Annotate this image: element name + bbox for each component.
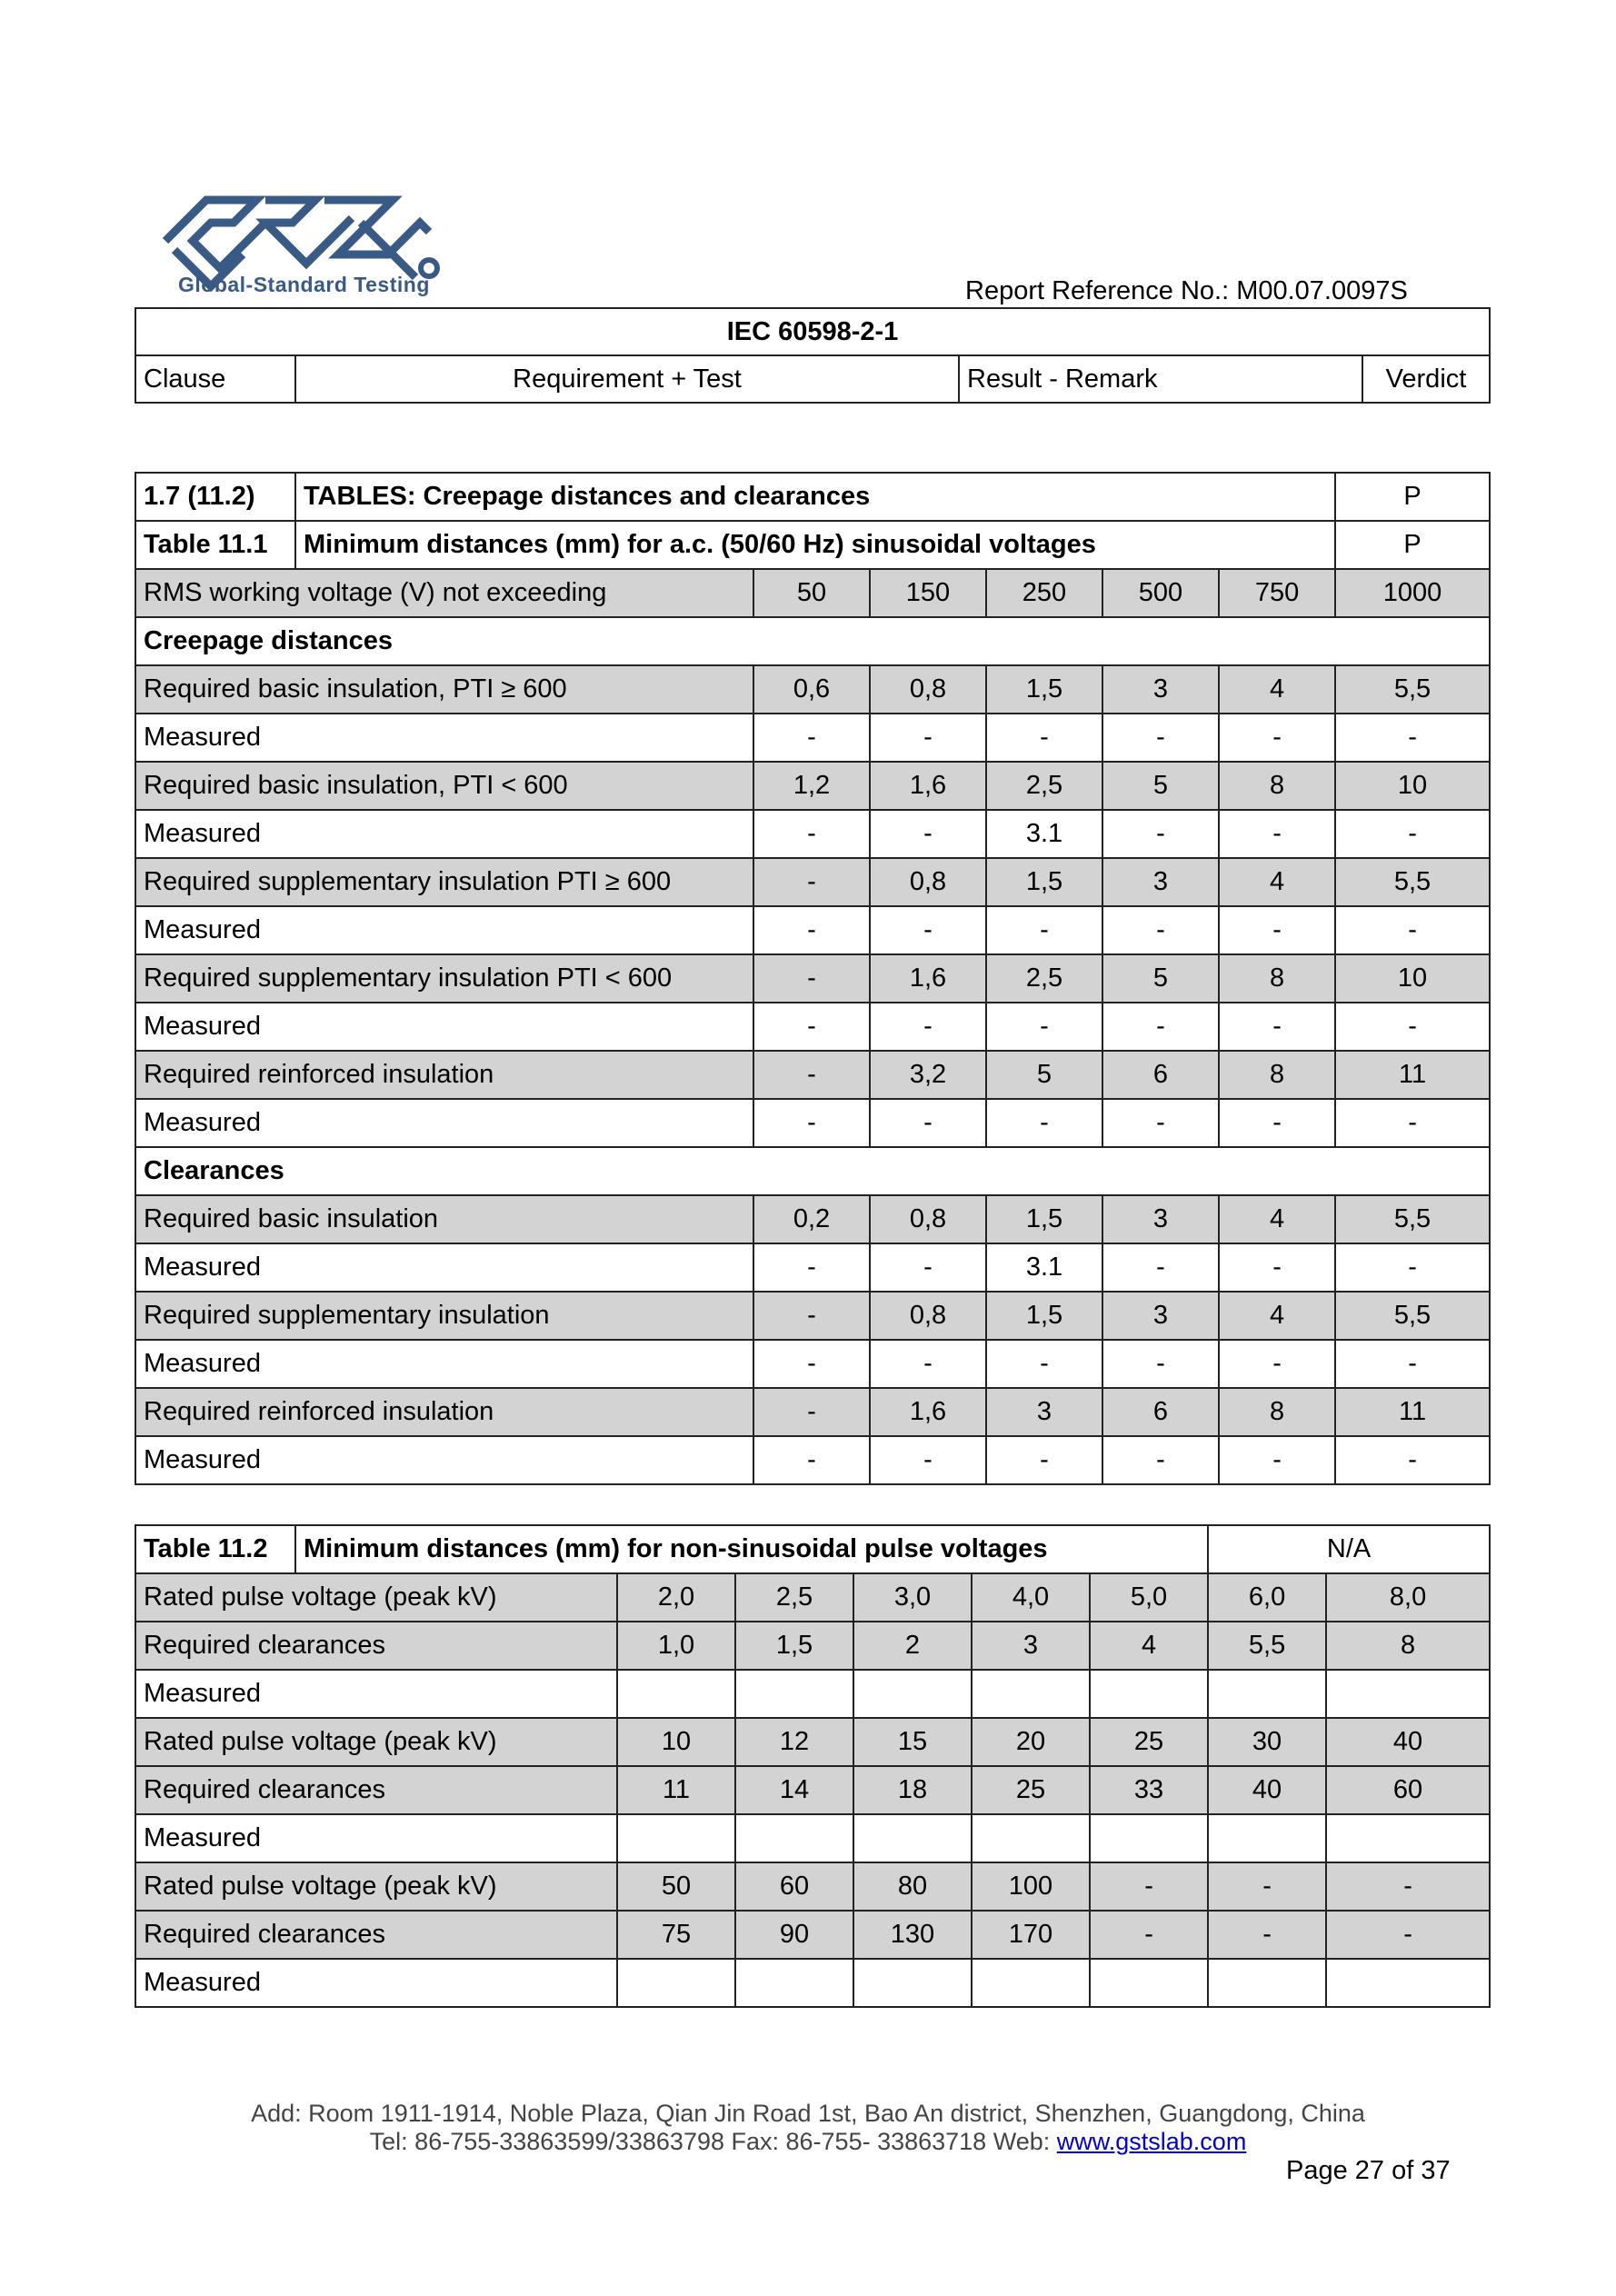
row-label: Measured [135, 1099, 753, 1147]
value-cell [1208, 1814, 1326, 1862]
value-cell: 14 [735, 1766, 853, 1814]
table-row [135, 1436, 1490, 1484]
value-cell: 5,0 [1090, 1573, 1208, 1622]
footer-web-link[interactable]: www.gstslab.com [1056, 2128, 1247, 2155]
value-cell [972, 1814, 1090, 1862]
table-11-1-id: Table 11.1 [135, 521, 295, 569]
footer-contact-text: Tel: 86-755-33863599/33863798 Fax: 86-755- 33863718 Web: [369, 2128, 1057, 2155]
value-cell: 170 [972, 1911, 1090, 1959]
clearances-heading: Clearances [135, 1147, 1490, 1195]
value-cell: - [753, 714, 870, 762]
value-cell: 1,6 [870, 954, 986, 1003]
voltage-cell: 50 [753, 569, 870, 617]
value-cell: - [986, 714, 1102, 762]
table-row [135, 1573, 1490, 1622]
section-clause: 1.7 (11.2) [135, 473, 295, 521]
value-cell: - [1219, 906, 1335, 954]
value-cell: - [986, 1003, 1102, 1051]
value-cell: 10 [1335, 954, 1490, 1003]
row-label: Required supplementary insulation PTI < 600 [135, 954, 753, 1003]
value-cell: - [1208, 1862, 1326, 1911]
value-cell: - [986, 1436, 1102, 1484]
value-cell: 2 [853, 1622, 972, 1670]
row-label: Required basic insulation, PTI < 600 [135, 762, 753, 810]
value-cell: 1,2 [753, 762, 870, 810]
value-cell: - [1102, 1340, 1219, 1388]
value-cell: - [870, 1436, 986, 1484]
value-cell: - [1335, 1003, 1490, 1051]
value-cell: 0,8 [870, 858, 986, 906]
value-cell: - [753, 1003, 870, 1051]
section-title: TABLES: Creepage distances and clearances [295, 473, 1335, 521]
col-clause: Clause [135, 355, 295, 403]
value-cell [1090, 1814, 1208, 1862]
value-cell: 5,5 [1208, 1622, 1326, 1670]
value-cell: 3 [1102, 665, 1219, 714]
value-cell: - [870, 1243, 986, 1292]
voltage-label: RMS working voltage (V) not exceeding [135, 569, 753, 617]
voltage-cell: 150 [870, 569, 986, 617]
value-cell: 0,8 [870, 1292, 986, 1340]
table-row [135, 1862, 1490, 1911]
value-cell: - [1102, 1099, 1219, 1147]
value-cell: 4 [1219, 1292, 1335, 1340]
table-11-2-id: Table 11.2 [135, 1525, 295, 1573]
value-cell: 5 [1102, 954, 1219, 1003]
value-cell: 8 [1219, 1051, 1335, 1099]
table-row [135, 1388, 1490, 1436]
value-cell: 6 [1102, 1051, 1219, 1099]
standard-title: IEC 60598-2-1 [135, 308, 1490, 355]
value-cell: 8 [1219, 762, 1335, 810]
value-cell: - [1090, 1911, 1208, 1959]
value-cell: 11 [617, 1766, 735, 1814]
value-cell [617, 1670, 735, 1718]
value-cell: - [1102, 714, 1219, 762]
value-cell: 90 [735, 1911, 853, 1959]
voltage-cell: 500 [1102, 569, 1219, 617]
table-row [135, 1622, 1490, 1670]
col-requirement: Requirement + Test [295, 355, 959, 403]
value-cell: 3,2 [870, 1051, 986, 1099]
value-cell: - [1102, 1243, 1219, 1292]
table-row [135, 1292, 1490, 1340]
value-cell: 3 [986, 1388, 1102, 1436]
value-cell: - [1335, 1436, 1490, 1484]
value-cell: - [1326, 1862, 1490, 1911]
value-cell: 0,8 [870, 665, 986, 714]
value-cell: - [1335, 1243, 1490, 1292]
value-cell: 50 [617, 1862, 735, 1911]
value-cell: - [870, 714, 986, 762]
header-table [135, 307, 1491, 404]
value-cell: 3 [1102, 1292, 1219, 1340]
value-cell: 2,5 [735, 1573, 853, 1622]
table-row [135, 1195, 1490, 1243]
table-row [135, 1766, 1490, 1814]
table-row [135, 1959, 1490, 2007]
row-label: Required supplementary insulation PTI ≥ 600 [135, 858, 753, 906]
value-cell: 18 [853, 1766, 972, 1814]
value-cell: 3 [972, 1622, 1090, 1670]
value-cell: - [1335, 906, 1490, 954]
creepage-table [135, 472, 1491, 1485]
value-cell: - [1335, 1099, 1490, 1147]
table-row [135, 1243, 1490, 1292]
value-cell: - [986, 906, 1102, 954]
row-label: Measured [135, 906, 753, 954]
pulse-table [135, 1524, 1491, 2008]
table-row [135, 1003, 1490, 1051]
value-cell: 1,5 [986, 1292, 1102, 1340]
value-cell: 10 [1335, 762, 1490, 810]
row-label: Required supplementary insulation [135, 1292, 753, 1340]
value-cell: 3 [1102, 858, 1219, 906]
value-cell: 25 [972, 1766, 1090, 1814]
row-label: Required basic insulation [135, 1195, 753, 1243]
value-cell: 1,5 [986, 1195, 1102, 1243]
value-cell: 5,5 [1335, 665, 1490, 714]
value-cell: 11 [1335, 1388, 1490, 1436]
table-row [135, 1340, 1490, 1388]
value-cell: - [1335, 1340, 1490, 1388]
row-label: Rated pulse voltage (peak kV) [135, 1573, 617, 1622]
row-label: Required reinforced insulation [135, 1051, 753, 1099]
value-cell: - [1219, 1243, 1335, 1292]
value-cell [1208, 1959, 1326, 2007]
value-cell: - [870, 1099, 986, 1147]
value-cell: 1,5 [735, 1622, 853, 1670]
value-cell [1326, 1670, 1490, 1718]
value-cell: - [1208, 1911, 1326, 1959]
value-cell: 3.1 [986, 1243, 1102, 1292]
page-number: Page 27 of 37 [1286, 2156, 1451, 2185]
creepage-heading: Creepage distances [135, 617, 1490, 665]
value-cell: 0,8 [870, 1195, 986, 1243]
value-cell: 4 [1219, 665, 1335, 714]
table-row [135, 1670, 1490, 1718]
row-label: Measured [135, 1959, 617, 2007]
value-cell [617, 1814, 735, 1862]
table-row [135, 906, 1490, 954]
row-label: Measured [135, 714, 753, 762]
value-cell: - [1219, 1003, 1335, 1051]
table-row [135, 1051, 1490, 1099]
voltage-cell: 1000 [1335, 569, 1490, 617]
value-cell: 75 [617, 1911, 735, 1959]
value-cell: 1,0 [617, 1622, 735, 1670]
table-row [135, 665, 1490, 714]
value-cell: - [1219, 1436, 1335, 1484]
value-cell: 5 [986, 1051, 1102, 1099]
value-cell: 10 [617, 1718, 735, 1766]
value-cell: 40 [1208, 1766, 1326, 1814]
value-cell: 80 [853, 1862, 972, 1911]
row-label: Measured [135, 1670, 617, 1718]
value-cell: - [986, 1099, 1102, 1147]
table-row [135, 762, 1490, 810]
row-label: Measured [135, 1436, 753, 1484]
value-cell: 0,2 [753, 1195, 870, 1243]
value-cell: 4,0 [972, 1573, 1090, 1622]
voltage-header-row [135, 569, 1490, 617]
value-cell [853, 1670, 972, 1718]
value-cell [735, 1814, 853, 1862]
table-row [135, 810, 1490, 858]
table-row [135, 1814, 1490, 1862]
value-cell: - [870, 1003, 986, 1051]
value-cell: 5,5 [1335, 1195, 1490, 1243]
table-row [135, 714, 1490, 762]
col-verdict: Verdict [1362, 355, 1490, 403]
row-label: Required reinforced insulation [135, 1388, 753, 1436]
row-label: Measured [135, 810, 753, 858]
value-cell: - [753, 1051, 870, 1099]
row-label: Measured [135, 1340, 753, 1388]
row-label: Rated pulse voltage (peak kV) [135, 1718, 617, 1766]
value-cell: - [986, 1340, 1102, 1388]
table-11-1-title: Minimum distances (mm) for a.c. (50/60 Hz) sinusoidal voltages [295, 521, 1335, 569]
table-row [135, 954, 1490, 1003]
value-cell: 60 [735, 1862, 853, 1911]
value-cell: - [1335, 714, 1490, 762]
value-cell: - [753, 1243, 870, 1292]
value-cell: - [753, 954, 870, 1003]
table-row [135, 1718, 1490, 1766]
value-cell [735, 1670, 853, 1718]
table-row [135, 1911, 1490, 1959]
value-cell: - [753, 1388, 870, 1436]
value-cell: 6 [1102, 1388, 1219, 1436]
value-cell: 25 [1090, 1718, 1208, 1766]
value-cell: - [1102, 810, 1219, 858]
value-cell: 5,5 [1335, 858, 1490, 906]
value-cell: 1,6 [870, 1388, 986, 1436]
value-cell: - [1219, 810, 1335, 858]
table-row [135, 1099, 1490, 1147]
value-cell [1326, 1814, 1490, 1862]
value-cell: - [753, 858, 870, 906]
value-cell [1326, 1959, 1490, 2007]
value-cell: 1,5 [986, 858, 1102, 906]
row-label: Required clearances [135, 1766, 617, 1814]
value-cell: 8 [1326, 1622, 1490, 1670]
section-verdict: P [1335, 473, 1490, 521]
value-cell: 2,5 [986, 762, 1102, 810]
value-cell [1090, 1959, 1208, 2007]
col-result: Result - Remark [959, 355, 1362, 403]
value-cell: 4 [1090, 1622, 1208, 1670]
value-cell: 1,6 [870, 762, 986, 810]
value-cell: 1,5 [986, 665, 1102, 714]
value-cell: 11 [1335, 1051, 1490, 1099]
value-cell: - [870, 1340, 986, 1388]
value-cell: 8 [1219, 1388, 1335, 1436]
footer-address: Add: Room 1911-1914, Noble Plaza, Qian Jin Road 1st, Bao An district, Shenzhen, Guangdong, China [251, 2100, 1365, 2127]
value-cell: 4 [1219, 858, 1335, 906]
value-cell: 5,5 [1335, 1292, 1490, 1340]
value-cell: - [753, 1340, 870, 1388]
value-cell: - [753, 810, 870, 858]
value-cell: 100 [972, 1862, 1090, 1911]
value-cell [735, 1959, 853, 2007]
row-label: Measured [135, 1243, 753, 1292]
value-cell: 60 [1326, 1766, 1490, 1814]
table-11-2-verdict: N/A [1208, 1525, 1490, 1573]
value-cell: - [1219, 1340, 1335, 1388]
value-cell: - [753, 1292, 870, 1340]
voltage-cell: 250 [986, 569, 1102, 617]
row-label: Measured [135, 1003, 753, 1051]
value-cell: - [1219, 714, 1335, 762]
report-reference: Report Reference No.: M00.07.0097S [965, 276, 1408, 305]
value-cell [853, 1959, 972, 2007]
value-cell [617, 1959, 735, 2007]
value-cell: 4 [1219, 1195, 1335, 1243]
value-cell: - [870, 906, 986, 954]
value-cell [853, 1814, 972, 1862]
value-cell [972, 1959, 1090, 2007]
footer-contact [0, 2128, 1616, 2156]
value-cell: 33 [1090, 1766, 1208, 1814]
row-label: Required basic insulation, PTI ≥ 600 [135, 665, 753, 714]
value-cell: - [870, 810, 986, 858]
value-cell: 5 [1102, 762, 1219, 810]
value-cell: 30 [1208, 1718, 1326, 1766]
value-cell: - [1326, 1911, 1490, 1959]
value-cell: 40 [1326, 1718, 1490, 1766]
value-cell: 20 [972, 1718, 1090, 1766]
row-label: Required clearances [135, 1622, 617, 1670]
value-cell: 15 [853, 1718, 972, 1766]
row-label: Measured [135, 1814, 617, 1862]
value-cell [972, 1670, 1090, 1718]
value-cell: - [753, 1436, 870, 1484]
value-cell: 6,0 [1208, 1573, 1326, 1622]
value-cell: 8 [1219, 954, 1335, 1003]
value-cell: 2,0 [617, 1573, 735, 1622]
row-label: Required clearances [135, 1911, 617, 1959]
value-cell: 3,0 [853, 1573, 972, 1622]
value-cell: 3 [1102, 1195, 1219, 1243]
table-11-2-title: Minimum distances (mm) for non-sinusoidal pulse voltages [295, 1525, 1208, 1573]
logo-text: Global-Standard Testing [178, 273, 430, 296]
value-cell: 0,6 [753, 665, 870, 714]
row-label: Rated pulse voltage (peak kV) [135, 1862, 617, 1911]
value-cell: - [1102, 1003, 1219, 1051]
value-cell [1090, 1670, 1208, 1718]
value-cell: - [1219, 1099, 1335, 1147]
value-cell: - [1335, 810, 1490, 858]
value-cell: 8,0 [1326, 1573, 1490, 1622]
value-cell: - [753, 906, 870, 954]
value-cell: - [1090, 1862, 1208, 1911]
voltage-cell: 750 [1219, 569, 1335, 617]
value-cell: - [753, 1099, 870, 1147]
value-cell [1208, 1670, 1326, 1718]
value-cell: 12 [735, 1718, 853, 1766]
table-row [135, 858, 1490, 906]
value-cell: 130 [853, 1911, 972, 1959]
value-cell: 2,5 [986, 954, 1102, 1003]
value-cell: - [1102, 906, 1219, 954]
value-cell: - [1102, 1436, 1219, 1484]
value-cell: 3.1 [986, 810, 1102, 858]
table-11-1-verdict: P [1335, 521, 1490, 569]
